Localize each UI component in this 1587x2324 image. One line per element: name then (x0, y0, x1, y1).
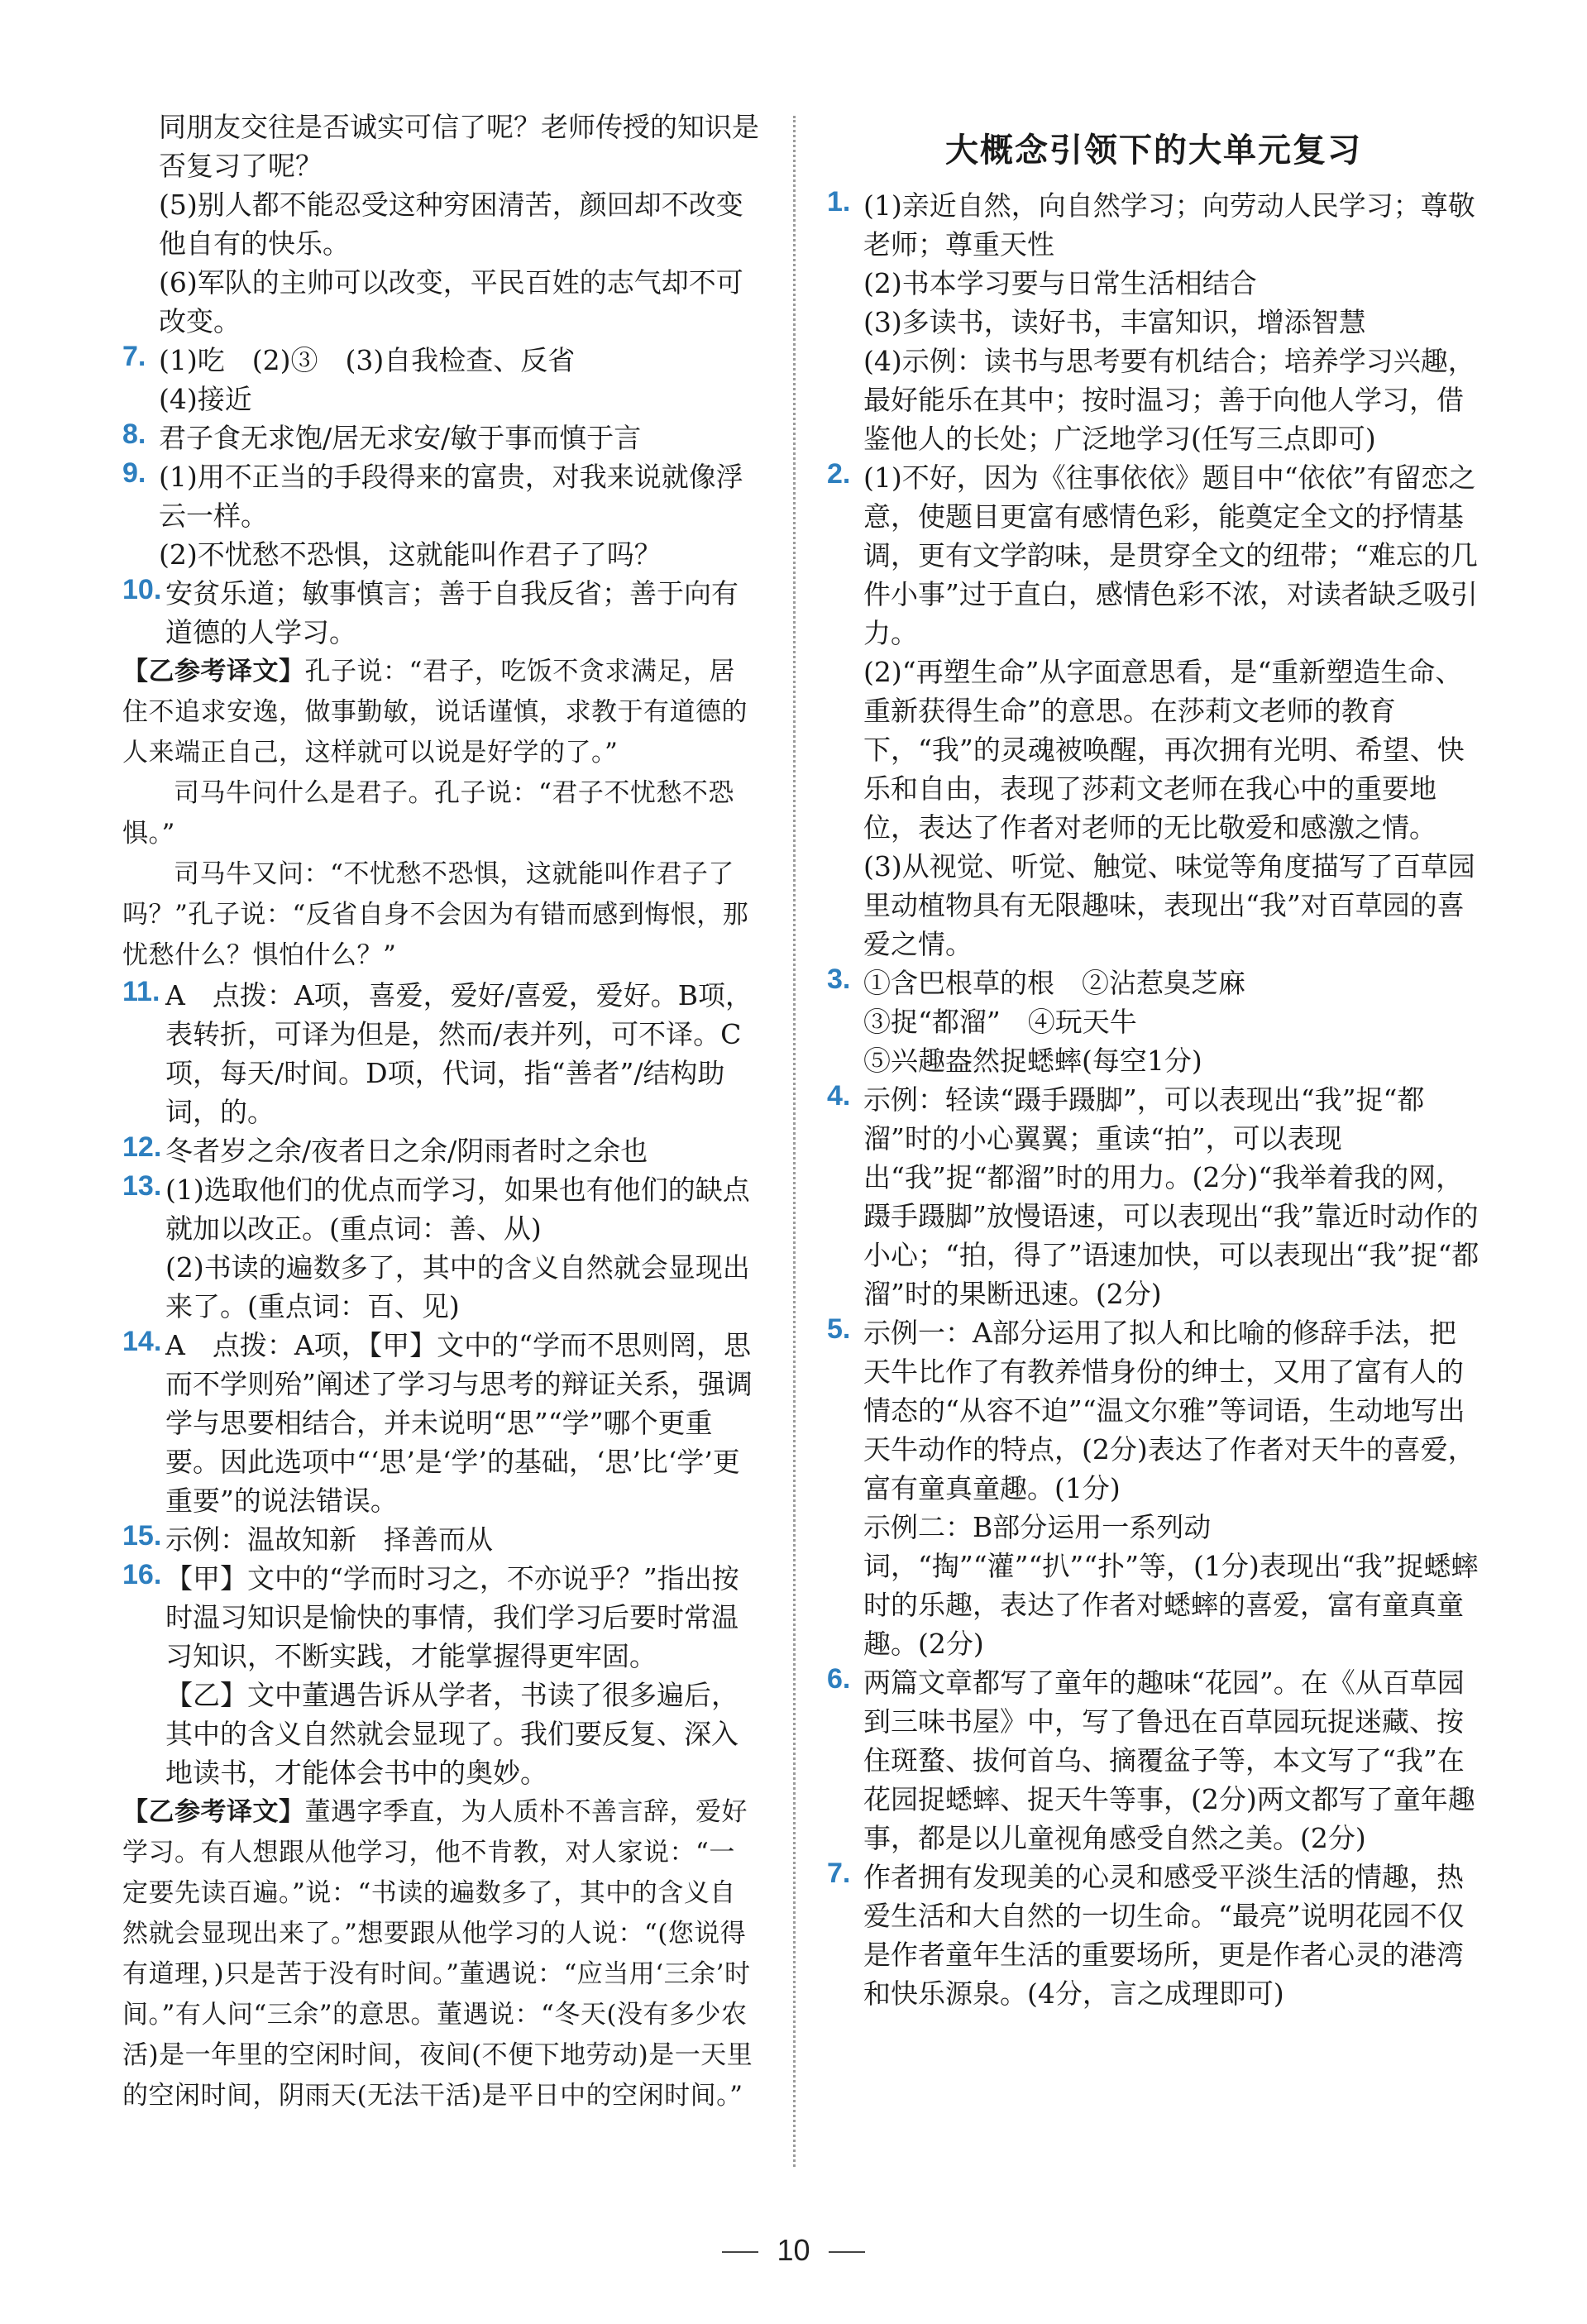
answer-text: (1)选取他们的优点而学习，如果也有他们的缺点就加以改正。(重点词：善、从) (165, 1174, 750, 1245)
answer-text: (2)书读的遍数多了，其中的含义自然就会显现出来了。(重点词：百、见) (165, 1251, 750, 1322)
translation-tag: 【乙参考译文】 (122, 657, 305, 686)
translation-text: 司马牛问什么是君子。孔子说：“君子不忧愁不恐惧。” (122, 778, 734, 849)
item-number: 13. (122, 1170, 162, 1202)
answer-text: (1)不好，因为《往事依依》题目中“依依”有留恋之意，使题目更富有感情色彩，能奠定全文的抒情基调，更有文学韵味，是贯穿全文的纽带；“难忘的几件小事”过于直白，感情色彩不浓，对读者缺乏吸引力。 (863, 461, 1478, 649)
answer-item-4 (827, 1080, 1480, 1313)
page-number: 10 (777, 2233, 810, 2267)
item-number: 11. (122, 976, 160, 1007)
item-number: 16. (122, 1559, 162, 1590)
answer-text: 示例：温故知新 择善而从 (165, 1523, 493, 1556)
item-number: 7. (122, 341, 146, 372)
answer-text: 冬者岁之余/夜者日之余/阴雨者时之余也 (165, 1135, 648, 1167)
item-number: 12. (122, 1131, 162, 1163)
answer-item-7 (827, 1858, 1480, 2013)
answer-text: (2)不忧愁不恐惧，这就能叫作君子了吗？ (159, 538, 662, 571)
item-number: 7. (827, 1858, 851, 1889)
column-divider (793, 116, 796, 2167)
answer-text: (2)书本学习要与日常生活相结合 (863, 267, 1257, 299)
answer-text: (1)亲近自然，向自然学习；向劳动人民学习；尊敬老师；尊重天性 (863, 189, 1475, 261)
answer-text: 君子食无求饱/居无求安/敏于事而慎于言 (159, 422, 642, 454)
answer-item-11 (122, 976, 759, 1131)
answer-item-2 (827, 458, 1480, 964)
translation-text: 司马牛又问：“不忧愁不恐惧，这就能叫作君子了吗？”孔子说：“反省自身不会因为有错而感到悔恨，那忧愁什么？惧怕什么？” (122, 859, 749, 970)
translation-text: 董遇字季直，为人质朴不善言辞，爱好学习。有人想跟从他学习，他不肯教，对人家说：“一定要先读百遍。”说：“书读的遍数多了，其中的含义自然就会显现出来了。”想要跟从他学习的人说：“(您说得有道理，)只是苦于没有时间。”董遇说：“应当用‘三余’时间。”有人问“三余”的意思。董遇说：“冬天(没有多少农活)是一年里的空闲时间，夜间(不便下地劳动)是一天里的空闲时间，阴雨天(无法干活)是平日中的空闲时间。” (122, 1797, 753, 2111)
item-number: 5. (827, 1313, 851, 1345)
answer-text: 示例：轻读“蹑手蹑脚”，可以表现出“我”捉“都溜”时的小心翼翼；重读“拍”，可以表现出“我”捉“都溜”时的用力。(2分)“我举着我的网，蹑手蹑脚”放慢语速，可以表现出“我”靠近时动作的小心；“拍，得了”语速加快，可以表现出“我”捉“都溜”时的果断迅速。(2分) (863, 1083, 1479, 1310)
answer-text: 示例二：B部分运用一系列动词，“掏”“灌”“扒”“扑”等，(1分)表现出“我”捉蟋蟀时的乐趣，表达了作者对蟋蟀的喜爱，富有童真童趣。(2分) (863, 1511, 1479, 1660)
answer-item-9 (122, 457, 759, 574)
item-number: 3. (827, 964, 851, 995)
item-number: 1. (827, 186, 851, 218)
answer-text: (4)接近 (159, 383, 252, 415)
answer-item-3 (827, 964, 1480, 1080)
answer-item-8 (122, 418, 759, 457)
answer-item-5 (827, 1313, 1480, 1663)
answer-text: (4)示例：读书与思考要有机结合；培养学习兴趣，最好能乐在其中；按时温习；善于向他人学习，借鉴他人的长处；广泛地学习(任写三点即可) (863, 345, 1475, 455)
answer-item-7 (122, 341, 759, 418)
left-column (122, 108, 759, 2116)
answer-text: 安贫乐道；敏事慎言；善于自我反省；善于向有道德的人学习。 (165, 577, 739, 648)
item-number: 4. (827, 1080, 851, 1112)
answer-text: (3)从视觉、听觉、触觉、味觉等角度描写了百草园里动植物具有无限趣味，表现出“我”对百草园的喜爱之情。 (863, 850, 1475, 960)
item-number: 14. (122, 1326, 162, 1357)
answer-text: 同朋友交往是否诚实可信了呢？老师传授的知识是否复习了呢？ (159, 111, 759, 182)
answer-item-12 (122, 1131, 759, 1170)
reference-translation (122, 652, 759, 976)
page-footer (0, 2233, 1587, 2268)
answer-text: (5)别人都不能忍受这种穷困清苦，颜回却不改变他自有的快乐。 (159, 189, 743, 260)
answer-text: A 点拨：A项，【甲】文中的“学而不思则罔，思而不学则殆”阐述了学习与思考的辩证关系，强调学与思要相结合，并未说明“思”“学”哪个更重要。因此选项中“‘思’是‘学’的基础，‘思’比‘学’更重要”的说法错误。 (165, 1329, 753, 1517)
answer-text: ⑤兴趣盎然捉蟋蟀(每空1分) (863, 1045, 1202, 1077)
item-number: 6. (827, 1663, 851, 1695)
reference-translation (122, 1792, 759, 2116)
right-column (827, 108, 1480, 2013)
answer-text: 【甲】文中的“学而时习之，不亦说乎？”指出按时温习知识是愉快的事情，我们学习后要时常温习知识，不断实践，才能掌握得更牢固。 (165, 1562, 739, 1672)
answer-text: 作者拥有发现美的心灵和感受平淡生活的情趣，热爱生活和大自然的一切生命。“最亮”说明花园不仅是作者童年生活的重要场所，更是作者心灵的港湾和快乐源泉。(4分，言之成理即可) (863, 1861, 1465, 2010)
footer-dash (829, 2251, 865, 2253)
answer-item-10 (122, 574, 759, 652)
translation-tag: 【乙参考译文】 (122, 1797, 305, 1827)
item-number: 8. (122, 418, 146, 450)
answer-item-13 (122, 1170, 759, 1326)
answer-text: A 点拨：A项，喜爱，爱好/喜爱，爱好。B项，表转折，可译为但是，然而/表并列，可不译。C项，每天/时间。D项，代词，指“善者”/结构助词，的。 (165, 979, 753, 1128)
answer-text: (2)“再塑生命”从字面意思看，是“重新塑造生命、重新获得生命”的意思。在莎莉文老师的教育下，“我”的灵魂被唤醒，再次拥有光明、希望、快乐和自由，表现了莎莉文老师在我心中的重要地位，表达了作者对老师的无比敬爱和感激之情。 (863, 656, 1465, 844)
answer-text: ③捉“都溜” ④玩天牛 (863, 1006, 1137, 1038)
item-number: 10. (122, 574, 162, 605)
answer-text: 示例一：A部分运用了拟人和比喻的修辞手法，把天牛比作了有教养惜身份的绅士，又用了富有人的情态的“从容不迫”“温文尔雅”等词语，生动地写出天牛动作的特点，(2分)表达了作者对天牛的喜爱，富有童真童趣。(1分) (863, 1317, 1475, 1504)
item-number: 2. (827, 458, 851, 490)
answer-text: ①含巴根草的根 ②沾惹臭芝麻 (863, 967, 1245, 999)
answer-item-15 (122, 1520, 759, 1559)
answer-item-6 (827, 1663, 1480, 1858)
section-title: 大概念引领下的大单元复习 (945, 132, 1362, 170)
answer-text: (3)多读书，读好书，丰富知识，增添智慧 (863, 306, 1366, 338)
answer-text: 两篇文章都写了童年的趣味“花园”。在《从百草园到三味书屋》中，写了鲁迅在百草园玩捉迷藏、按住斑蝥、拔何首乌、摘覆盆子等，本文写了“我”在花园捉蟋蟀、捉天牛等事，(2分)两文都写了童年趣事，都是以儿童视角感受自然之美。(2分) (863, 1666, 1475, 1854)
answer-item-1 (827, 186, 1480, 458)
answer-text: 【乙】文中董遇告诉从学者，书读了很多遍后，其中的含义自然就会显现了。我们要反复、深入地读书，才能体会书中的奥妙。 (165, 1679, 739, 1789)
answer-item-14 (122, 1326, 759, 1520)
answer-text: (1)吃 (2)③ (3)自我检查、反省 (159, 344, 576, 376)
answer-text: (1)用不正当的手段得来的富贵，对我来说就像浮云一样。 (159, 461, 743, 532)
answer-item-16 (122, 1559, 759, 1792)
translation-text: 孔子说：“君子，吃饭不贪求满足，居住不追求安逸，做事勤敏，说话谨慎，求教于有道德的人来端正自己，这样就可以说是好学的了。” (122, 657, 748, 767)
item-number: 9. (122, 457, 146, 489)
answer-text: (6)军队的主帅可以改变，平民百姓的志气却不可改变。 (159, 266, 743, 337)
item-number: 15. (122, 1520, 162, 1552)
footer-dash (722, 2251, 758, 2253)
